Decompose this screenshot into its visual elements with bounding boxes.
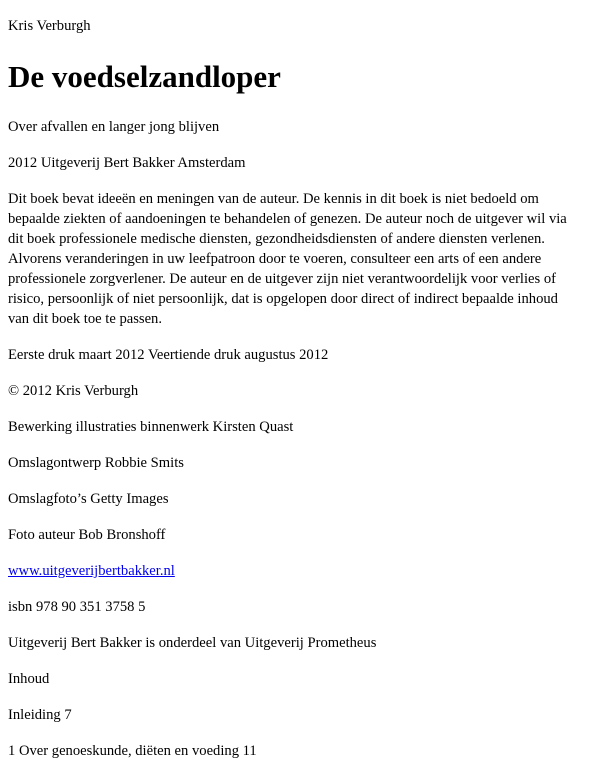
disclaimer-paragraph: Dit boek bevat ideeën en meningen van de auteur. De kennis in dit boek is niet bedoeld om bepaalde ziekten of aandoeningen te behandelen of genezen. De auteur noch de uitgever wil via dit boek professionele medische diensten, gezondheidsdiensten of andere diensten verlenen. Alvorens veranderingen in uw leefpatroon door te voeren, consulteer een arts of een andere professionele zorgverlener. De auteur en de uitgever zijn niet verantwoordelijk voor verlies of risico, persoonlijk of niet persoonlijk, dat is opgelopen door direct of indirect bepaalde inhoud van dit boek toe te passen. [8, 191, 567, 327]
publisher-website-link[interactable]: www.uitgeverijbertbakker.nl [8, 563, 175, 579]
cover-design-credit: Omslagontwerp Robbie Smits [8, 455, 184, 471]
website-paragraph [8, 561, 582, 581]
illustrations-credit: Bewerking illustraties binnenwerk Kirsten Quast [8, 419, 294, 435]
contents-heading: Inhoud [8, 671, 50, 687]
toc-item: 1 Over genoeskunde, diëten en voeding 11 [8, 743, 257, 759]
publisher-line: 2012 Uitgeverij Bert Bakker Amsterdam [8, 155, 246, 171]
book-subtitle: Over afvallen en langer jong blijven [8, 119, 220, 135]
publisher-note: Uitgeverij Bert Bakker is onderdeel van Uitgeverij Prometheus [8, 635, 377, 651]
cover-photo-credit: Omslagfoto’s Getty Images [8, 491, 169, 507]
author-photo-credit: Foto auteur Bob Bronshoff [8, 527, 166, 543]
author-name: Kris Verburgh [8, 18, 91, 34]
copyright-line: © 2012 Kris Verburgh [8, 383, 139, 399]
toc-item: Inleiding 7 [8, 707, 72, 723]
book-title: De voedselzandloper [8, 59, 281, 94]
isbn-line: isbn 978 90 351 3758 5 [8, 599, 146, 615]
document-page [0, 16, 590, 761]
edition-line: Eerste druk maart 2012 Veertiende druk augustus 2012 [8, 347, 329, 363]
